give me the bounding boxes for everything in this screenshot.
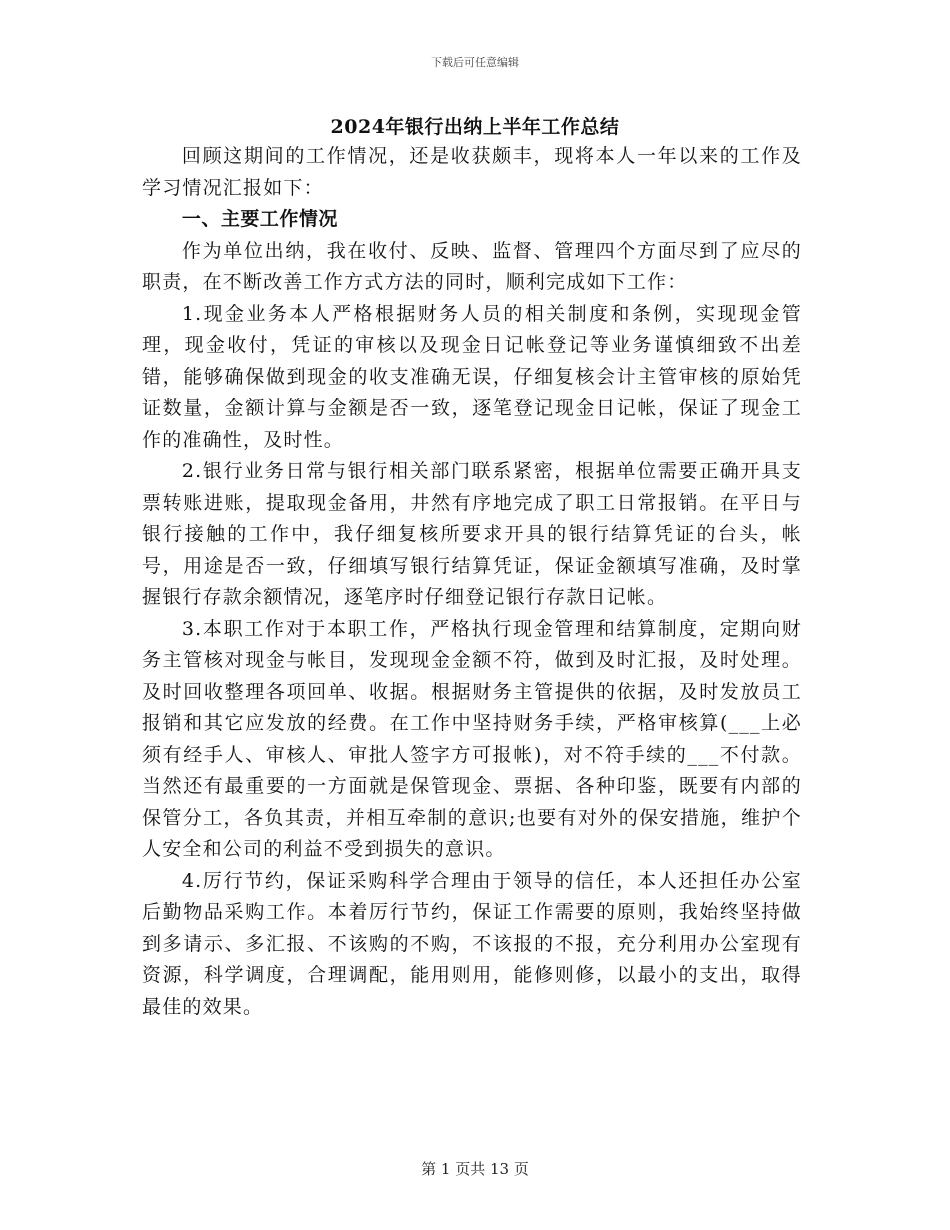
document-title: 2024年银行出纳上半年工作总结 xyxy=(330,116,620,138)
body-paragraph: 1.现金业务本人严格根据财务人员的相关制度和条例，实现现金管理，现金收付，凭证的审核以及现金日记帐登记等业务谨慎细致不出差错，能够确保做到现金的收支准确无误，仔细复核会计主管审核的原始凭证数量，金额计算与金额是否一致，逐笔登记现金日记帐，保证了现金工作的准确性，及时性。 xyxy=(142,302,802,451)
section-heading: 一、主要工作情况 xyxy=(181,208,338,230)
header-note: 下载后可任意编辑 xyxy=(431,56,519,69)
intro-paragraph: 回顾这期间的工作情况，还是收获颇丰，现将本人一年以来的工作及学习情况汇报如下： xyxy=(142,145,802,199)
page-number: 第 1 页共 13 页 xyxy=(421,1160,529,1178)
body-paragraph: 作为单位出纳，我在收付、反映、监督、管理四个方面尽到了应尽的职责，在不断改善工作方式方法的同时，顺利完成如下工作： xyxy=(142,239,802,293)
document-body xyxy=(142,141,802,1023)
body-paragraph: 4.厉行节约，保证采购科学合理由于领导的信任，本人还担任办公室后勤物品采购工作。本着厉行节约，保证工作需要的原则，我始终坚持做到多请示、多汇报、不该购的不购，不该报的不报，充分利用办公室现有资源，科学调度，合理调配，能用则用，能修则修，以最小的支出，取得最佳的效果。 xyxy=(142,869,802,1018)
body-paragraph: 3.本职工作对于本职工作，严格执行现金管理和结算制度，定期向财务主管核对现金与帐目，发现现金金额不符，做到及时汇报，及时处理。及时回收整理各项回单、收据。根据财务主管提供的依据，及时发放员工报销和其它应发放的经费。在工作中坚持财务手续，严格审核算(___上必须有经手人、审核人、审批人签字方可报帐)，对不符手续的___不付款。当然还有最重要的一方面就是保管现金、票据、各种印鉴，既要有内部的保管分工，各负其责，并相互牵制的意识;也要有对外的保安措施，维护个人安全和公司的利益不受到损失的意识。 xyxy=(142,617,802,860)
body-paragraph: 2.银行业务日常与银行相关部门联系紧密，根据单位需要正确开具支票转账进账，提取现金备用，井然有序地完成了职工日常报销。在平日与银行接触的工作中，我仔细复核所要求开具的银行结算凭证的台头，帐号，用途是否一致，仔细填写银行结算凭证，保证金额填写准确，及时掌握银行存款余额情况，逐笔序时仔细登记银行存款日记帐。 xyxy=(142,460,802,608)
